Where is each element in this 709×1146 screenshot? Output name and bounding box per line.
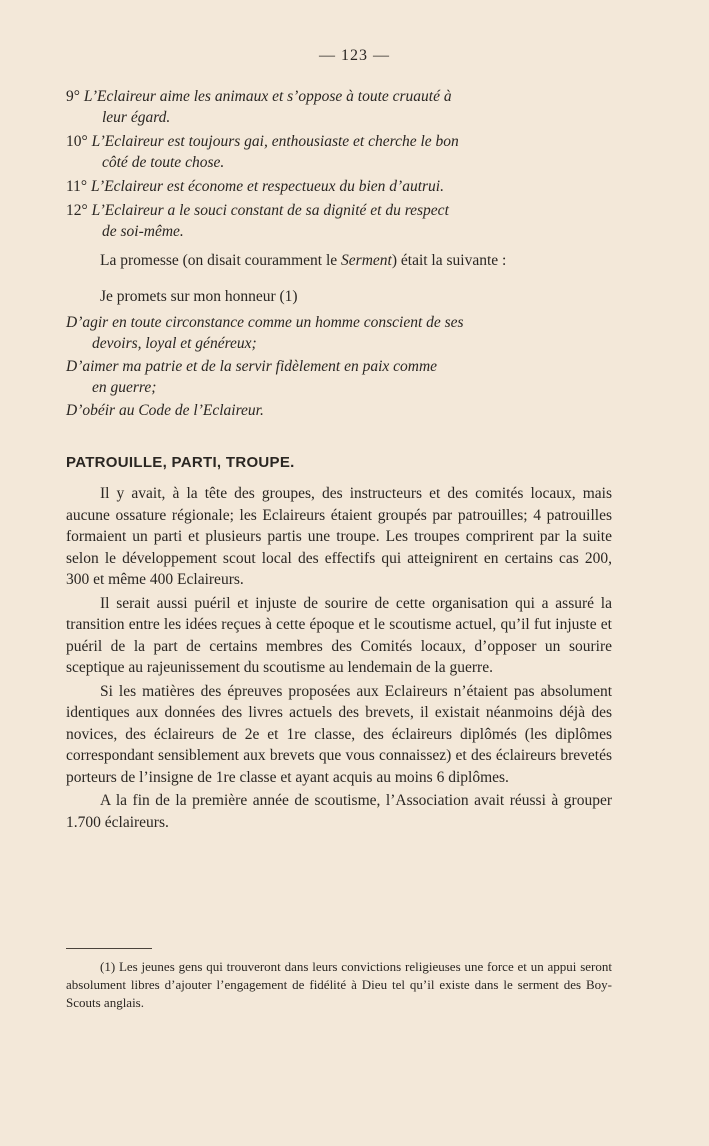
section-heading-text: PATROUILLE, PARTI, TROUPE. [66,454,295,471]
law-item [66,176,612,197]
oath-line-continued: en guerre; [92,378,157,396]
oath-opening: Je promets sur mon honneur (1) [100,287,298,305]
law-number: 10° [66,133,88,150]
law-item [66,86,612,128]
oath-line [66,401,612,422]
oath-line [66,313,612,354]
oath-line [66,357,612,398]
promise-intro [66,250,612,272]
oath-line-continued: devoirs, loyal et généreux; [92,334,257,352]
law-text-continued: leur égard. [102,109,171,126]
section-heading [66,454,612,471]
oath-line-text: D’aimer ma patrie et de la servir fidèlement en paix comme [66,358,438,375]
oath-line-text: D’agir en toute circonstance comme un homme conscient de ses [66,314,464,331]
law-item [66,131,612,173]
footnote-divider [66,948,152,949]
law-text: L’Eclaireur est économe et respectueux du bien d’autrui. [91,178,444,195]
law-text: L’Eclaireur aime les animaux et s’oppose à toute cruauté à [83,88,452,105]
law-item [66,200,612,242]
law-text-continued: de soi-même. [102,223,184,240]
law-number: 9° [66,88,80,105]
law-text: L’Eclaireur a le souci constant de sa dignité et du respect [91,202,449,219]
promise-intro-italic: Serment [341,252,392,269]
law-number: 11° [66,178,88,195]
promise-intro-text: La promesse (on disait couramment le [100,252,342,269]
footnote [66,958,612,1012]
oath-line-text: D’obéir au Code de l’Eclaireur. [66,402,264,419]
page-number: — 123 — [319,47,390,64]
paragraph: Il serait aussi puéril et injuste de sourire de cette organisation qui a assuré la transition entre les idées reçues à cette époque et le scoutisme actuel, qu’il fut injuste et puéril de la part de certains membres des Comités locaux, d’opposer un sourire sceptique au rajeunissement du scoutisme au lendemain de la guerre. [66,594,612,676]
law-number: 12° [66,202,88,219]
section-body [66,483,612,833]
paragraph: A la fin de la première année de scoutisme, l’Association avait réussi à grouper 1.700 éclaireurs. [66,792,612,831]
scout-laws-list [66,86,612,242]
footnote-text: (1) Les jeunes gens qui trouveront dans leurs convictions religieuses une force et un appui seront absolument libres d’ajouter l’engagement de fidélité à Dieu tel qu’il existe dans le serment des Boy-Scouts anglais. [66,959,612,1010]
paragraph: Il y avait, à la tête des groupes, des instructeurs et des comités locaux, mais aucune ossature régionale; les Eclaireurs étaient groupés par patrouilles; 4 patrouilles formaient un parti et plusieurs partis une troupe. Les troupes comprirent par la suite selon le développement scout local des effectifs qui atteignirent en certains cas 200, 300 et même 400 Eclaireurs. [66,485,612,588]
promise-section [66,250,612,422]
law-text: L’Eclaireur est toujours gai, enthousiaste et cherche le bon [91,133,459,150]
law-text-continued: côté de toute chose. [102,154,225,171]
promise-intro-text-end: ) était la suivante : [391,252,507,269]
paragraph: Si les matières des épreuves proposées aux Eclaireurs n’étaient pas absolument identiques aux données des livres actuels des brevets, il existait néanmoins déjà des novices, des éclaireurs de 2e et 1re classe, des éclaireurs diplômés (les diplômes correspondant sensiblement aux brevets que vous connaissez) et des éclaireurs brevetés porteurs de l’insigne de 1re classe et ayant acquis au moins 6 diplômes. [66,682,612,786]
